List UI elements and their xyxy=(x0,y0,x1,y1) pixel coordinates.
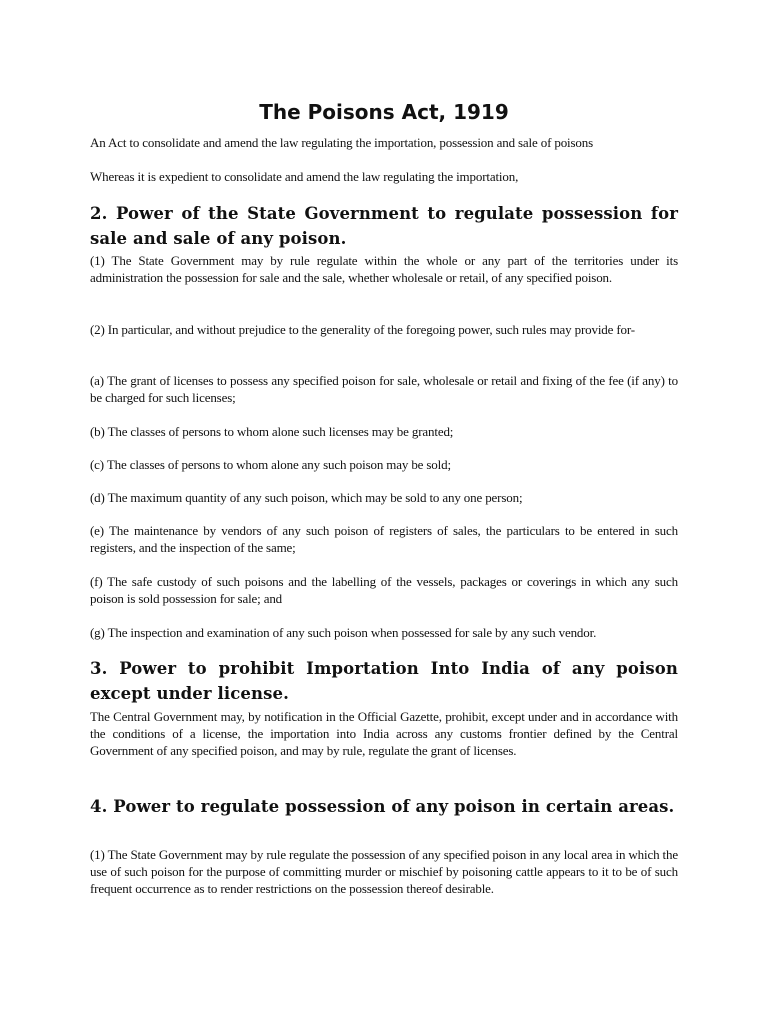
section-2-clause-b: (b) The classes of persons to whom alone such licenses may be granted; xyxy=(90,424,454,439)
section-2-clause-d: (d) The maximum quantity of any such poison, which may be sold to any one person; xyxy=(90,490,523,505)
section-4-para-1: (1) The State Government may by rule regulate the possession of any specified poison in any local area in which the use of such poison for the purpose of committing murder or mischief by poisoning cattle appears to it to be of such frequent occurrence as to render restrictions on the possession thereof desirable. xyxy=(90,847,678,896)
section-2-heading: 2. Power of the State Government to regulate possession for sale and sale of any poison. xyxy=(90,204,678,248)
section-2-clause-a: (a) The grant of licenses to possess any specified poison for sale, wholesale or retail and fixing of the fee (if any) to be charged for such licenses; xyxy=(90,373,678,405)
section-2-clause-g: (g) The inspection and examination of any such poison when possessed for sale by any such vendor. xyxy=(90,625,597,640)
section-2-clause-c: (c) The classes of persons to whom alone any such poison may be sold; xyxy=(90,457,451,472)
document-title: The Poisons Act, 1919 xyxy=(259,100,509,124)
long-title: An Act to consolidate and amend the law regulating the importation, possession and sale of poisons xyxy=(90,135,594,150)
section-2-para-2: (2) In particular, and without prejudice to the generality of the foregoing power, such rules may provide for- xyxy=(90,322,635,337)
section-2-clause-e: (e) The maintenance by vendors of any such poison of registers of sales, the particulars to be entered in such registers, and the inspection of the same; xyxy=(90,523,678,555)
section-3-para-1: The Central Government may, by notification in the Official Gazette, prohibit, except under and in accordance with the conditions of a license, the importation into India across any customs frontier defined by the Central Government of any specified poison, and may by rule, regulate the grant of licenses. xyxy=(90,709,678,758)
section-3-heading: 3. Power to prohibit Importation Into India of any poison except under license. xyxy=(90,659,678,703)
section-2-clause-f: (f) The safe custody of such poisons and the labelling of the vessels, packages or coverings in which any such poison is sold possession for sale; and xyxy=(90,574,678,606)
section-4-heading: 4. Power to regulate possession of any poison in certain areas. xyxy=(90,797,675,816)
preamble: Whereas it is expedient to consolidate and amend the law regulating the importation, xyxy=(90,169,519,184)
section-2-para-1: (1) The State Government may by rule regulate within the whole or any part of the territories under its administration the possession for sale and the sale, whether wholesale or retail, of any specified poison. xyxy=(90,253,678,285)
